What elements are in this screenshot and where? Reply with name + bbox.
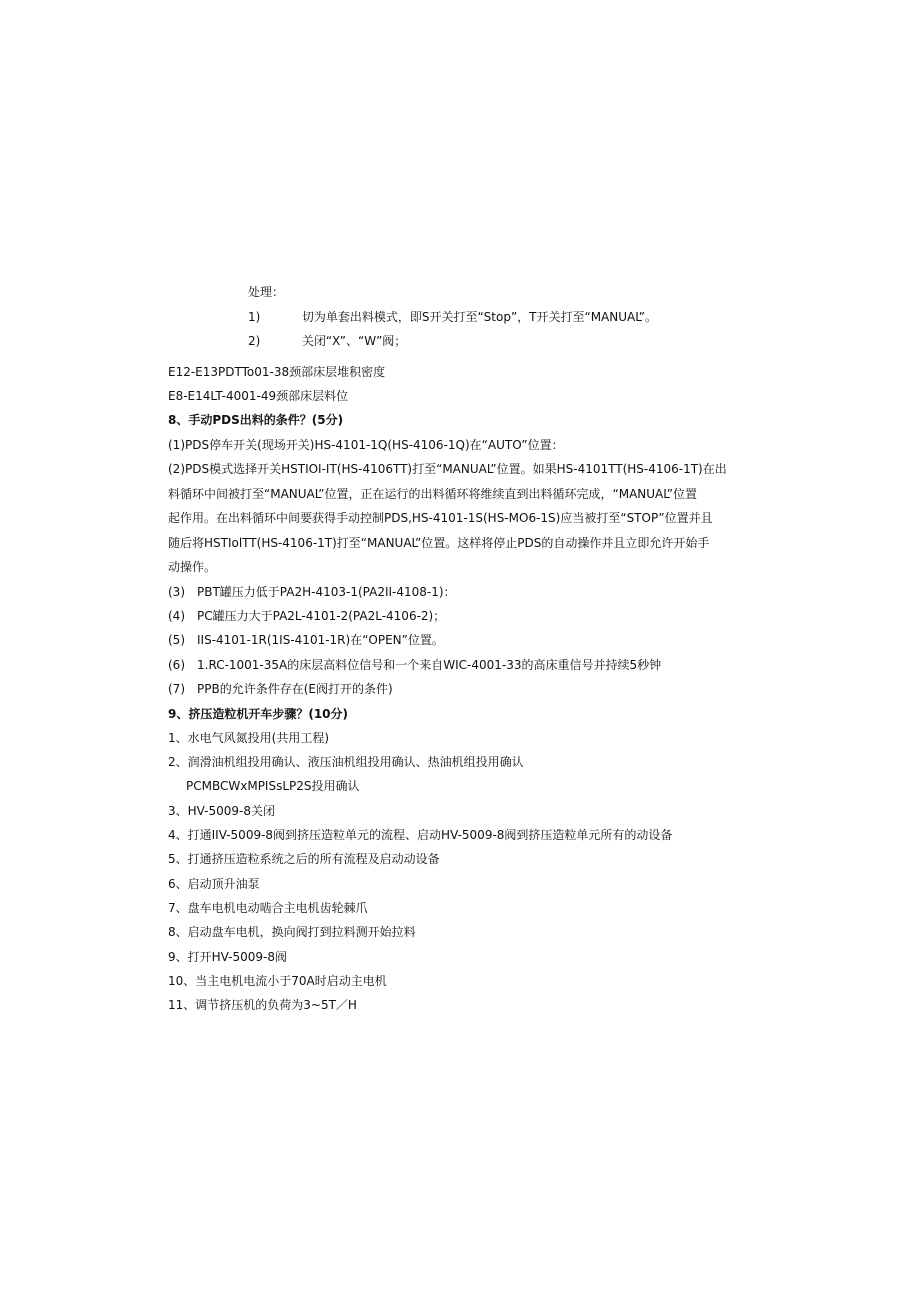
tag-line-2: E8-E14LT-4001-49颈部床层料位 [168, 389, 349, 403]
q8-condition-1: (1)PDS停车开关(现场开关)HS-4101-1Q(HS-4106-1Q)在“AUTO”位置： [168, 438, 564, 452]
q8-condition-3: (3) PBT罐压力低于PA2H-4103-1(PA2II-4108-1)： [168, 585, 456, 599]
q9-step-2: 2、润滑油机组投用确认、液压油机组投用确认、热油机组投用确认 [168, 755, 524, 769]
q8-condition-5: (5) IIS-4101-1R(1IS-4101-1R)在“OPEN”位置。 [168, 633, 444, 647]
handling-item-1 [248, 309, 657, 325]
q9-step-11: 11、调节挤压机的负荷为3~5T／H [168, 998, 357, 1012]
handling-item-1-text: 切为单套出料模式，即S开关打至“Stop”，T开关打至“MANUAL”。 [301, 310, 657, 324]
q9-step-2-continuation: PCMBCWxMPISsLP2S投用确认 [186, 779, 360, 793]
q9-step-7: 7、盘车电机电动啮合主电机齿轮棘爪 [168, 901, 368, 915]
q8-condition-7: (7) PPB的允许条件存在(E阀打开的条件) [168, 682, 393, 696]
tag-line-1: E12-E13PDTTo01-38颈部床层堆积密度 [168, 365, 386, 379]
q8-condition-6: (6) 1.RC-1001-35A的床层高料位信号和一个来自WIC-4001-33的高床重信号并持续5秒钟 [168, 658, 662, 672]
question-8-title: 8、手动PDS出料的条件？(5分) [168, 413, 344, 427]
handling-label: 处理： [248, 285, 285, 299]
handling-item-1-number: 1) [248, 310, 261, 324]
handling-item-2-number: 2) [248, 334, 261, 348]
q9-step-8: 8、启动盘车电机，换向阀打到拉料测开始拉料 [168, 925, 416, 939]
q9-step-9: 9、打开HV-5009-8阀 [168, 950, 287, 964]
q8-condition-2-line-2: 料循环中间被打至“MANUAL”位置，正在运行的出料循环将维续直到出料循环完成，“MANUAL”位置 [168, 487, 697, 501]
q9-step-10: 10、当主电机电流小于70A时启动主电机 [168, 974, 387, 988]
q8-condition-4: (4) PC罐压力大于PA2L-4101-2(PA2L-4106-2)； [168, 609, 446, 623]
q9-step-3: 3、HV-5009-8关闭 [168, 804, 275, 818]
q9-step-1: 1、水电气风氮投用(共用工程) [168, 731, 329, 745]
q8-condition-2-line-5: 动操作。 [168, 560, 217, 574]
handling-item-2-text: 关闭“X”、“W”阀； [301, 334, 407, 348]
q8-condition-2-line-1: (2)PDS模式选择开关HSTIOI-IT(HS-4106TT)打至“MANUAL”位置。如果HS-4101TT(HS-4106-1T)在出 [168, 462, 727, 476]
q8-condition-2-line-4: 随后将HSTIolTT(HS-4106-1T)打至“MANUAL”位置。这样将停止PDS的自动操作并且立即允许开始手 [168, 536, 710, 550]
question-9-title: 9、挤压造粒机开车步骤？(10分) [168, 707, 349, 721]
q9-step-6: 6、启动顶升油泵 [168, 877, 260, 891]
q8-condition-2-line-3: 起作用。在出料循环中间要获得手动控制PDS,HS-4101-1S(HS-MO6-1S)应当被打至“STOP”位置并且 [168, 511, 713, 525]
q9-step-4: 4、打通IIV-5009-8阀到挤压造粒单元的流程、启动HV-5009-8阀到挤压造粒单元所有的动设备 [168, 828, 673, 842]
q9-step-5: 5、打通挤压造粒系统之后的所有流程及启动动设备 [168, 852, 440, 866]
handling-item-2 [248, 333, 406, 349]
